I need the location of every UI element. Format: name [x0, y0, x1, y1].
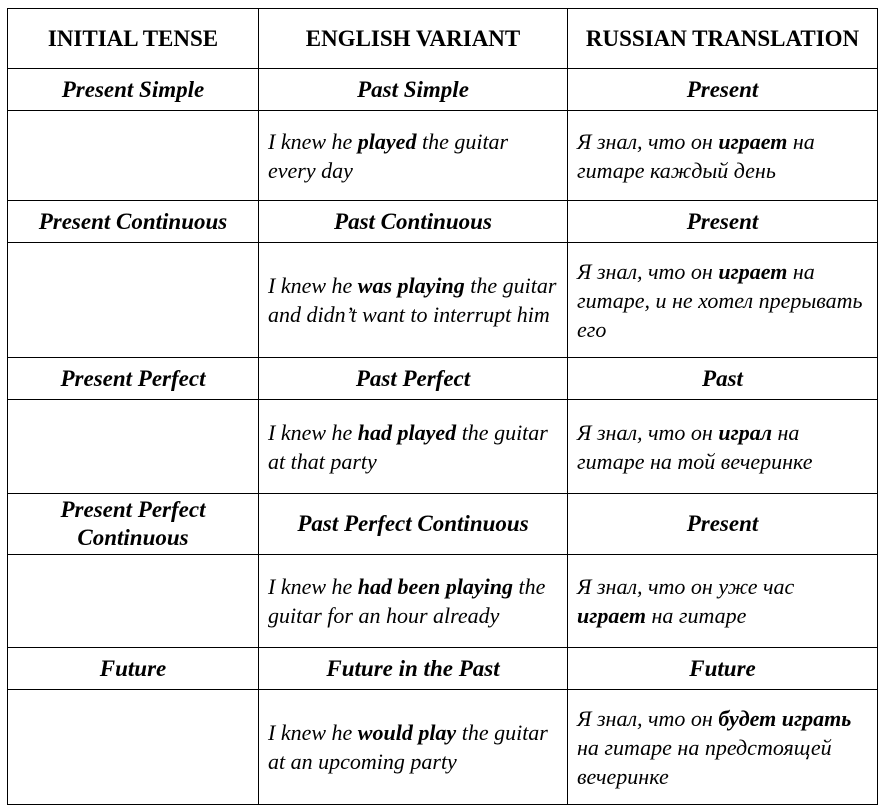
example-verb: played	[357, 128, 417, 154]
initial-tense-cell: Present Perfect Continuous	[8, 494, 259, 555]
example-row	[8, 243, 878, 358]
english-tense-cell: Past Perfect	[259, 358, 568, 400]
english-example	[259, 111, 568, 201]
example-verb: играл	[718, 419, 773, 445]
header-russian-translation: RUSSIAN TRANSLATION	[568, 9, 878, 69]
example-text: the guitar every day	[268, 128, 509, 183]
example-text: Я знал, что он	[577, 419, 719, 445]
russian-tense-cell: Present	[568, 494, 878, 555]
tense-category-row	[8, 358, 878, 400]
english-tense-cell: Past Simple	[259, 69, 568, 111]
russian-tense-cell: Future	[568, 648, 878, 690]
tense-category-row	[8, 494, 878, 555]
example-text: I knew he	[268, 128, 358, 154]
english-tense-cell: Past Perfect Continuous	[259, 494, 568, 555]
example-text: Я знал, что он	[577, 258, 719, 284]
english-example	[259, 555, 568, 648]
example-verb: was playing	[357, 273, 465, 298]
russian-example	[568, 243, 878, 358]
initial-tense-cell: Present Simple	[8, 69, 259, 111]
example-verb: будет играть	[718, 705, 852, 731]
example-text: I knew he	[268, 419, 358, 445]
example-text: на гитаре на предстоящей вечеринке	[577, 734, 832, 789]
example-text: I knew he	[268, 720, 358, 745]
example-verb: играет	[718, 128, 788, 154]
russian-tense-cell: Present	[568, 69, 878, 111]
example-row	[8, 400, 878, 494]
english-tense-cell: Future in the Past	[259, 648, 568, 690]
example-row	[8, 111, 878, 201]
example-text: I knew he	[268, 574, 358, 599]
example-verb: играет	[718, 258, 788, 284]
example-verb: had played	[357, 419, 457, 445]
english-example	[259, 400, 568, 494]
russian-example	[568, 690, 878, 805]
header-english-variant: ENGLISH VARIANT	[259, 9, 568, 69]
initial-tense-cell: Present Perfect	[8, 358, 259, 400]
russian-tense-cell: Present	[568, 201, 878, 243]
example-text: на гитаре	[645, 603, 747, 628]
english-example	[259, 243, 568, 358]
example-text: I knew he	[268, 273, 358, 298]
header-initial-tense: INITIAL TENSE	[8, 9, 259, 69]
example-text: Я знал, что он	[577, 128, 719, 154]
example-row	[8, 555, 878, 648]
example-text: Я знал, что он	[577, 705, 719, 731]
empty-cell	[8, 111, 259, 201]
example-text: на гитаре, и не хотел прерывать его	[577, 258, 863, 342]
initial-tense-cell: Present Continuous	[8, 201, 259, 243]
russian-example	[568, 400, 878, 494]
english-tense-cell: Past Continuous	[259, 201, 568, 243]
russian-tense-cell: Past	[568, 358, 878, 400]
tense-category-row	[8, 69, 878, 111]
russian-example	[568, 111, 878, 201]
english-example	[259, 690, 568, 805]
russian-example	[568, 555, 878, 648]
header-row	[8, 9, 878, 69]
example-row	[8, 690, 878, 805]
tense-category-row	[8, 201, 878, 243]
initial-tense-cell: Future	[8, 648, 259, 690]
example-text: на гитаре на той вечеринке	[577, 419, 813, 474]
example-verb: играет	[577, 603, 646, 628]
example-text: the guitar and didn’t want to interrupt him	[268, 273, 557, 327]
example-text: the guitar for an hour already	[268, 574, 546, 628]
example-text: the guitar at an upcoming party	[268, 720, 548, 774]
example-text: на гитаре каждый день	[577, 128, 815, 183]
empty-cell	[8, 243, 259, 358]
tense-category-row	[8, 648, 878, 690]
example-text: Я знал, что он уже час	[577, 574, 795, 599]
empty-cell	[8, 555, 259, 648]
example-verb: had been playing	[357, 574, 514, 599]
example-text: the guitar at that party	[268, 419, 548, 474]
example-verb: would play	[357, 720, 457, 745]
empty-cell	[8, 690, 259, 805]
tense-table	[7, 8, 878, 805]
empty-cell	[8, 400, 259, 494]
